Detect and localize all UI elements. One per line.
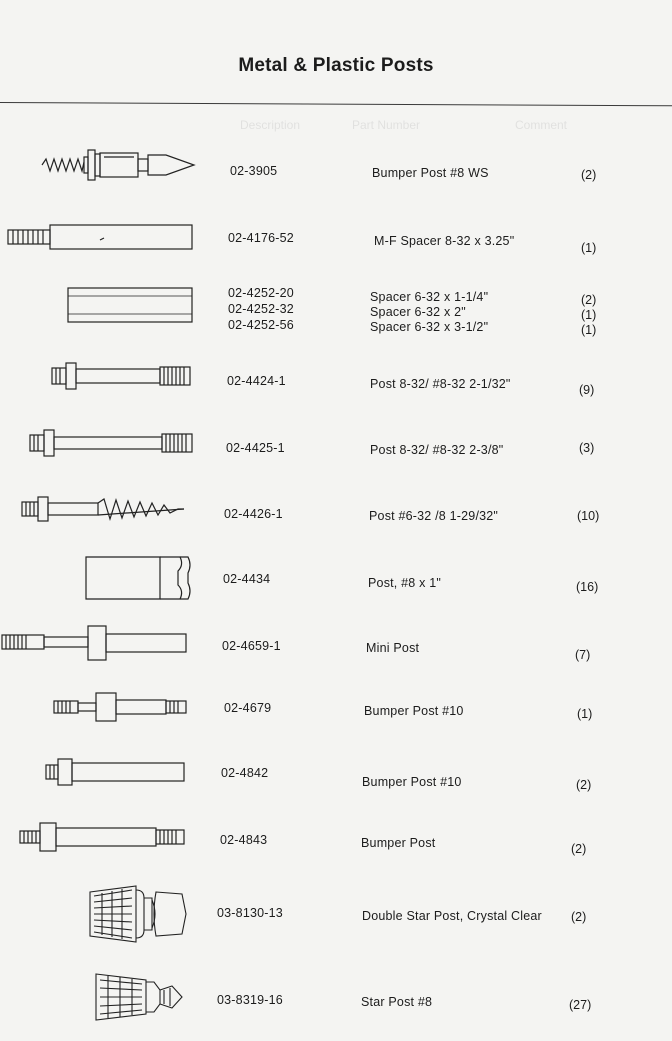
- part-description: Post 8-32/ #8-32 2-3/8": [370, 443, 504, 457]
- part-description: Mini Post: [366, 641, 420, 655]
- mf-spacer-icon: [4, 222, 198, 252]
- post-threaded-long-icon: [26, 427, 196, 459]
- part-number-list: 02-4252-20 02-4252-32 02-4252-56: [228, 286, 294, 332]
- post-threaded-icon: [46, 360, 196, 392]
- part-quantity: (1): [577, 707, 593, 721]
- part-quantity: (2): [576, 778, 592, 792]
- part-quantity: (16): [576, 580, 599, 594]
- part-description: Bumper Post: [361, 836, 436, 850]
- spacer-icon: [64, 284, 196, 326]
- part-number: 02-3905: [230, 164, 278, 178]
- post-short-icon: [82, 553, 196, 603]
- double-star-post-icon: [86, 884, 190, 944]
- bumper-post-icon: [18, 820, 190, 854]
- part-number: 02-4842: [221, 766, 269, 780]
- part-description: Post, #8 x 1": [368, 576, 442, 590]
- part-number: 02-4843: [220, 833, 268, 847]
- bumper-post-ws-icon: [38, 144, 198, 186]
- star-post-icon: [92, 970, 192, 1024]
- part-quantity-list: (2) (1) (1): [581, 293, 597, 337]
- bumper-post-10-long-icon: [42, 756, 190, 788]
- part-description: Double Star Post, Crystal Clear: [362, 909, 542, 923]
- part-quantity: (2): [571, 842, 587, 856]
- part-number: 02-4426-1: [224, 507, 283, 521]
- part-description: Bumper Post #10: [364, 704, 464, 718]
- part-quantity: (27): [569, 998, 592, 1012]
- part-number: 02-4659-1: [222, 639, 281, 653]
- part-description: Post 8-32/ #8-32 2-1/32": [370, 377, 511, 391]
- part-description: M-F Spacer 8-32 x 3.25": [374, 234, 515, 248]
- part-number: 02-4679: [224, 701, 272, 715]
- part-description-list: Spacer 6-32 x 1-1/4" Spacer 6-32 x 2" Spacer 6-32 x 3-1/2": [370, 290, 489, 334]
- part-number: 02-4176-52: [228, 231, 294, 245]
- part-description: Post #6-32 /8 1-29/32": [369, 509, 499, 523]
- part-number: 02-4425-1: [226, 441, 285, 455]
- part-number: 03-8130-13: [217, 906, 283, 920]
- page-title: Metal & Plastic Posts: [238, 55, 434, 76]
- part-quantity: (2): [581, 168, 597, 182]
- part-quantity: (1): [581, 241, 597, 255]
- part-description: Bumper Post #10: [362, 775, 462, 789]
- bumper-post-10-icon: [48, 690, 190, 724]
- part-number: 03-8319-16: [217, 993, 283, 1007]
- part-quantity: (9): [579, 383, 595, 397]
- part-quantity: (2): [571, 910, 587, 924]
- mini-post-icon: [0, 622, 192, 664]
- part-quantity: (10): [577, 509, 600, 523]
- part-quantity: (7): [575, 648, 591, 662]
- title-divider: [0, 102, 672, 106]
- part-description: Star Post #8: [361, 995, 433, 1009]
- post-wood-screw-icon: [18, 494, 196, 524]
- part-quantity: (3): [579, 441, 595, 455]
- part-number: 02-4424-1: [227, 374, 286, 388]
- part-number: 02-4434: [223, 572, 271, 586]
- part-description: Bumper Post #8 WS: [372, 166, 489, 180]
